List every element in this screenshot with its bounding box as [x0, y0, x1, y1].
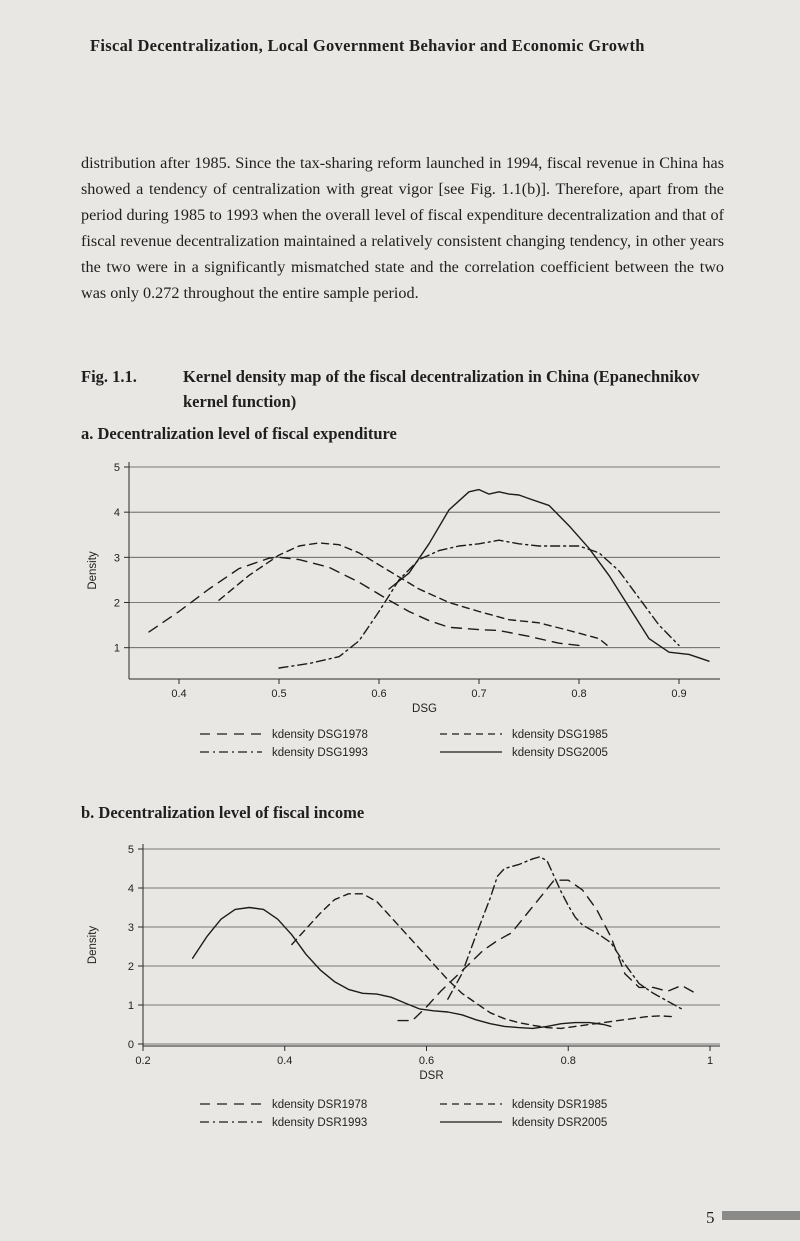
- chart-fiscal-expenditure: [80, 452, 730, 775]
- y-tick-label: 2: [113, 597, 120, 610]
- page-number-bar: [722, 1211, 800, 1220]
- running-head: Fiscal Decentralization, Local Government Behavior and Economic Growth: [90, 36, 645, 55]
- y-tick-label: 3: [113, 552, 120, 565]
- x-tick-label: 0.6: [418, 1055, 435, 1067]
- legend-label: kdensity DSG1985: [512, 729, 608, 741]
- y-tick-label: 1: [127, 1000, 134, 1012]
- x-axis-label: DSG: [412, 703, 437, 715]
- series-line-3: [279, 540, 679, 668]
- series-line-1: [149, 557, 579, 645]
- chart-a-svg: [80, 452, 730, 770]
- y-tick-label: 2: [127, 961, 134, 973]
- y-axis-label: Density: [87, 551, 99, 590]
- legend-label: kdensity DSR1985: [512, 1099, 608, 1111]
- series-line-2: [292, 894, 675, 1029]
- x-tick-label: 0.5: [271, 688, 287, 700]
- y-tick-label: 5: [113, 462, 120, 474]
- y-tick-label: 4: [113, 507, 120, 520]
- paragraph-text: distribution after 1985. Since the tax-sharing reform launched in 1994, fiscal revenue in China has showed a tendency of centralization with great vigor [see Fig. 1.1(b)]. Therefore, apart from the period during 1985 to 1993 when the overall level of fiscal expenditure decentralization and that of fiscal revenue decentralization maintained a relatively consistent changing tendency, in other years the two were in a significantly mismatched state and the correlation coefficient between the two was only 0.272 throughout the entire sample period.: [81, 154, 724, 302]
- x-tick-label: 0.8: [560, 1055, 576, 1067]
- y-axis-label: Density: [87, 925, 99, 965]
- series-line-1: [398, 880, 696, 1020]
- legend-label: kdensity DSG2005: [512, 747, 608, 759]
- x-axis-label: DSR: [419, 1070, 444, 1082]
- series-line-4: [193, 908, 611, 1029]
- body-paragraph: [81, 150, 724, 306]
- y-tick-label: 0: [127, 1039, 134, 1051]
- panel-b-title: b. Decentralization level of fiscal income: [81, 803, 365, 822]
- x-tick-label: 0.8: [571, 688, 587, 700]
- x-tick-label: 0.2: [135, 1055, 151, 1067]
- x-tick-label: 0.7: [471, 688, 487, 700]
- x-tick-label: 0.4: [171, 688, 187, 700]
- chart-fiscal-income: [80, 834, 730, 1149]
- y-tick-label: 1: [113, 642, 120, 655]
- series-line-4: [389, 490, 709, 662]
- x-tick-label: 0.9: [671, 688, 687, 700]
- y-tick-label: 4: [127, 883, 134, 895]
- legend-label: kdensity DSG1978: [272, 729, 368, 741]
- panel-a-title: a. Decentralization level of fiscal expenditure: [81, 424, 397, 443]
- figure-number: Fig. 1.1.: [81, 367, 137, 386]
- y-tick-label: 5: [127, 844, 134, 856]
- x-tick-label: 0.4: [277, 1055, 293, 1067]
- legend-label: kdensity DSR1978: [272, 1099, 368, 1111]
- y-tick-label: 3: [127, 922, 134, 934]
- x-tick-label: 1: [706, 1055, 714, 1067]
- chart-b-svg: [80, 834, 730, 1144]
- page-number: 5: [706, 1208, 715, 1227]
- x-tick-label: 0.6: [371, 688, 387, 700]
- series-line-2: [219, 543, 609, 647]
- figure-title: Kernel density map of the fiscal decentralization in China (Epanechnikov kernel function): [183, 367, 700, 411]
- legend-label: kdensity DSG1993: [272, 747, 368, 759]
- legend-label: kdensity DSR1993: [272, 1117, 368, 1129]
- legend-label: kdensity DSR2005: [512, 1117, 608, 1129]
